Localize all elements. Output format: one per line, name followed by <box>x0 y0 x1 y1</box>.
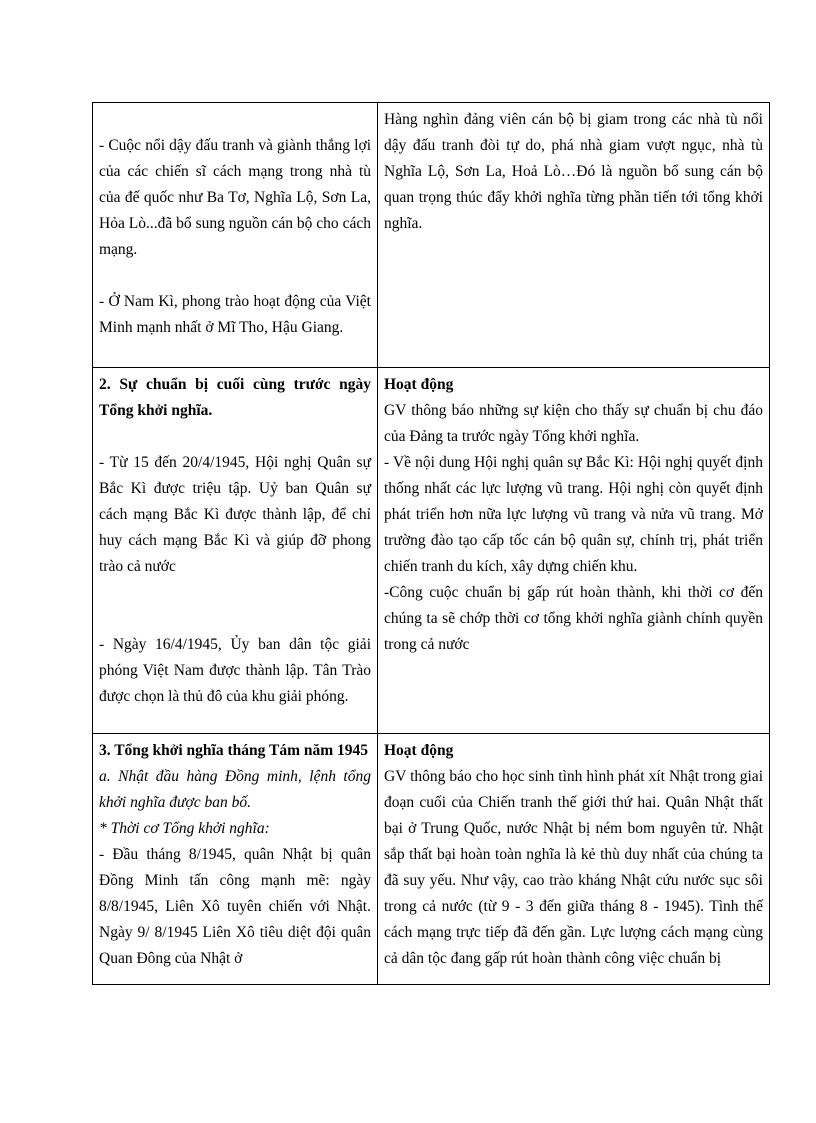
content-cell <box>93 103 378 368</box>
paragraph: - Ở Nam Kì, phong trào hoạt động của Việt Minh mạnh nhất ở Mĩ Tho, Hậu Giang. <box>99 293 371 336</box>
paragraph: Hàng nghìn đảng viên cán bộ bị giam trong các nhà tù nổi dậy đấu tranh đòi tự do, phá nhà giam vượt ngục, nhà tù Nghĩa Lộ, Sơn La, Hoả Lò…Đó là nguồn bổ sung cán bộ quan trọng thúc đẩy khởi nghĩa từng phần tiến tới tổng khởi nghĩa. <box>384 111 763 232</box>
sub-sub-heading: * Thời cơ Tổng khởi nghĩa: <box>99 820 270 837</box>
activity-cell <box>378 734 770 985</box>
table-row <box>93 734 770 985</box>
section-heading: 3. Tổng khởi nghĩa tháng Tám năm 1945 <box>99 742 369 759</box>
activity-cell <box>378 368 770 734</box>
paragraph: -Công cuộc chuẩn bị gấp rút hoàn thành, khi thời cơ đến chúng ta sẽ chớp thời cơ tổng khởi nghĩa giành chính quyền trong cả nước <box>384 584 763 653</box>
paragraph: - Về nội dung Hội nghị quân sự Bắc Kì: Hội nghị quyết định thống nhất các lực lượng vũ trang. Hội nghị còn quyết định phát triển hơn nữa lực lượng vũ trang và nửa vũ trang. Mở trường đào tạo cấp tốc cán bộ quân sự, chính trị, phát triển chiến tranh du kích, xây dựng chiến khu. <box>384 454 763 575</box>
content-cell <box>93 734 378 985</box>
paragraph: GV thông báo cho học sinh tình hình phát xít Nhật trong giai đoạn cuối của Chiến tranh thế giới thứ hai. Quân Nhật thất bại ở Trung Quốc, nước Nhật bị ném bom nguyên tử. Nhật sắp thất bại hoàn toàn nghĩa là kẻ thù duy nhất của chúng ta đã suy yếu. Như vậy, cao trào kháng Nhật cứu nước sục sôi trong cả nước (từ 9 - 3 đến giữa tháng 8 - 1945). Tình thế cách mạng trực tiếp đã đến gần. Lực lượng cách mạng cùng cả dân tộc đang gấp rút hoàn thành công việc chuẩn bị <box>384 768 763 967</box>
paragraph: - Đầu tháng 8/1945, quân Nhật bị quân Đồng Minh tấn công mạnh mẽ: ngày 8/8/1945, Liên Xô tuyên chiến với Nhật. Ngày 9/ 8/1945 Liên Xô tiêu diệt đội quân Quan Đông của Nhật ở <box>99 846 371 967</box>
sub-heading: a. Nhật đầu hàng Đồng minh, lệnh tổng khởi nghĩa được ban bố. <box>99 768 371 811</box>
paragraph: - Cuộc nổi dậy đấu tranh và giành thắng lợi của các chiến sĩ cách mạng trong nhà tù của đế quốc như Ba Tơ, Nghĩa Lộ, Sơn La, Hỏa Lò...đã bổ sung nguồn cán bộ cho cách mạng. <box>99 137 371 258</box>
activity-heading: Hoạt động <box>384 376 454 393</box>
paragraph: - Ngày 16/4/1945, Ủy ban dân tộc giải phóng Việt Nam được thành lập. Tân Trào được chọn là thủ đô của khu giải phóng. <box>99 636 371 705</box>
lesson-table <box>92 102 770 985</box>
activity-heading: Hoạt động <box>384 742 454 759</box>
table-row <box>93 368 770 734</box>
section-heading: 2. Sự chuẩn bị cuối cùng trước ngày Tổng khởi nghĩa. <box>99 376 371 419</box>
content-cell <box>93 368 378 734</box>
paragraph: GV thông báo những sự kiện cho thấy sự chuẩn bị chu đáo của Đảng ta trước ngày Tổng khởi nghĩa. <box>384 402 763 445</box>
paragraph: - Từ 15 đến 20/4/1945, Hội nghị Quân sự Bắc Kì được triệu tập. Uỷ ban Quân sự cách mạng Bắc Kì được thành lập, để chỉ huy cách mạng Bắc Kì và giúp đỡ phong trào cả nước <box>99 454 371 575</box>
activity-cell <box>378 103 770 368</box>
table-row <box>93 103 770 368</box>
